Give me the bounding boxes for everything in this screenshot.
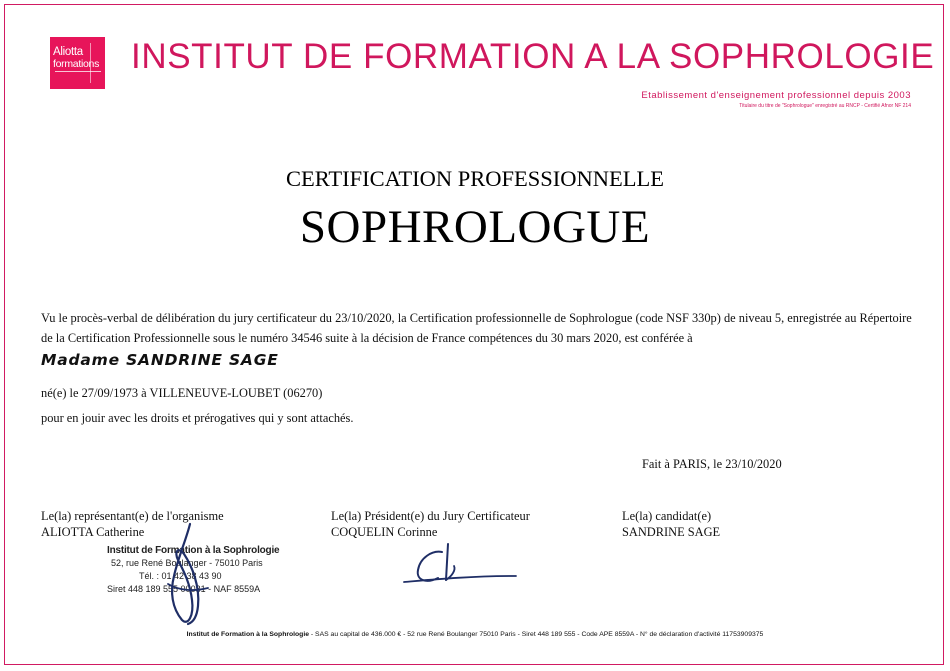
certificate-body-text: Vu le procès-verbal de délibération du jury certificateur du 23/10/2020, la Certification professionnelle de Sophrologue (code NSF 330p) de niveau 5, enregistrée au Répertoire de la Certification Professionnelle sous le numéro 34546 suite à la décision de France compétences du 30 mars 2020, est conférée à <box>41 311 912 345</box>
certificate-title: SOPHROLOGUE <box>299 201 651 253</box>
stamp-phone: Tél. : 01 42 38 43 90 <box>139 571 222 581</box>
logo-line-1: Aliotta <box>53 46 83 58</box>
logo-line-2: formations <box>53 58 100 70</box>
footer-org-name: Institut de Formation à la Sophrologie <box>186 631 310 638</box>
holder-name: Madame SANDRINE SAGE <box>41 351 279 369</box>
signature-block-candidate <box>622 508 720 540</box>
stamp-address: 52, rue René Boulanger - 75010 Paris <box>111 558 263 568</box>
stamp-siret: Siret 448 189 555 00031 - NAF 8559A <box>107 584 261 594</box>
institute-tagline: Etablissement d'enseignement professionnel depuis 2003 <box>641 90 911 101</box>
birth-info: né(e) le 27/09/1973 à VILLENEUVE-LOUBET (06270) <box>41 386 323 400</box>
stamp-name: Institut de Formation à la Sophrologie <box>107 545 280 556</box>
certificate-type: CERTIFICATION PROFESSIONNELLE <box>285 166 665 191</box>
candidate-role: Le(la) candidat(e) <box>622 509 712 523</box>
place-date: Fait à PARIS, le 23/10/2020 <box>642 457 782 471</box>
footer-legal <box>0 631 950 638</box>
footer-details: - SAS au capital de 436.000 € - 52 rue René Boulanger 75010 Paris - Siret 448 189 555 - Code APE 8559A - N° de déclaration d'activité 11753909375 <box>309 631 764 638</box>
institute-name: INSTITUT DE FORMATION A LA SOPHROLOGIE <box>131 37 935 76</box>
representative-signature <box>148 520 228 630</box>
president-role: Le(la) Président(e) du Jury Certificateur <box>331 509 530 523</box>
president-signature <box>398 540 523 595</box>
signature-block-president <box>331 508 530 540</box>
representative-name: ALIOTTA Catherine <box>41 525 145 539</box>
representative-role: Le(la) représentant(e) de l'organisme <box>41 509 224 523</box>
aliotta-logo <box>50 37 105 89</box>
candidate-name: SANDRINE SAGE <box>622 525 721 539</box>
president-name: COQUELIN Corinne <box>331 525 438 539</box>
rights-text: pour en jouir avec les droits et prérogatives qui y sont attachés. <box>41 411 354 425</box>
institute-registration-note: Titulaire du titre de "Sophrologue" enregistré au RNCP - Certifié Afnor NF 214 <box>739 103 911 109</box>
